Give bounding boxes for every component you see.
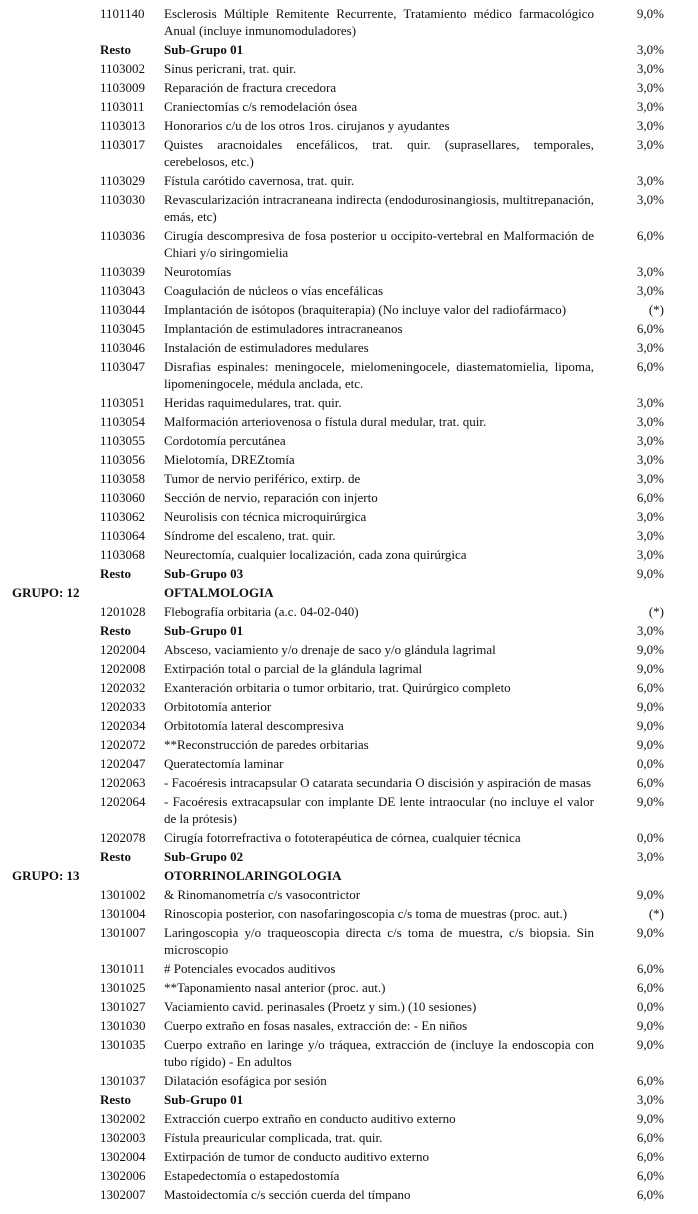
group-header-row — [0, 584, 698, 601]
procedure-code: Resto — [100, 42, 132, 57]
procedure-description: Instalación de estimuladores medulares — [164, 340, 369, 355]
subgroup-row — [0, 565, 698, 582]
table-row — [0, 1110, 698, 1127]
table-row — [0, 641, 698, 658]
procedure-code: 1202004 — [100, 642, 146, 657]
procedure-description: Queratectomía laminar — [164, 756, 284, 771]
procedure-percentage: 3,0% — [636, 528, 664, 543]
procedure-percentage: 9,0% — [636, 1111, 664, 1126]
procedure-description: Neurectomía, cualquier localización, cada zona quirúrgica — [164, 547, 467, 562]
procedure-code: 1301007 — [100, 925, 146, 940]
subgroup-row — [0, 622, 698, 639]
procedure-description: Reparación de fractura crecedora — [164, 80, 337, 95]
procedure-code: 1301037 — [100, 1073, 146, 1088]
table-row — [0, 358, 698, 392]
procedure-description: **Reconstrucción de paredes orbitarias — [164, 737, 369, 752]
procedure-code: 1103036 — [100, 228, 146, 243]
procedure-percentage: 3,0% — [636, 340, 664, 355]
procedure-description: Neurotomías — [164, 264, 232, 279]
table-row — [0, 432, 698, 449]
procedure-description: Exanteración orbitaria o tumor orbitario, trat. Quirúrgico completo — [164, 680, 511, 695]
table-row — [0, 886, 698, 903]
group-header-row — [0, 867, 698, 884]
procedure-percentage: 0,0% — [636, 756, 664, 771]
procedure-percentage: 3,0% — [636, 118, 664, 133]
procedure-code: 1103058 — [100, 471, 146, 486]
procedure-code: 1103009 — [100, 80, 146, 95]
procedure-code: 1301027 — [100, 999, 146, 1014]
procedure-code: 1103011 — [100, 99, 145, 114]
procedure-code: 1103029 — [100, 173, 146, 188]
procedure-code: 1103064 — [100, 528, 146, 543]
procedure-percentage: 3,0% — [636, 471, 664, 486]
procedure-percentage: 9,0% — [636, 925, 664, 940]
procedure-description: Tumor de nervio periférico, extirp. de — [164, 471, 361, 486]
table-row — [0, 451, 698, 468]
procedure-code: Resto — [100, 623, 132, 638]
procedure-description: Extirpación de tumor de conducto auditivo externo — [164, 1149, 429, 1164]
table-row — [0, 905, 698, 922]
procedure-percentage: 3,0% — [636, 137, 664, 152]
procedure-description: Estapedectomía o estapedostomía — [164, 1168, 340, 1183]
table-row — [0, 717, 698, 734]
procedure-code: 1103044 — [100, 302, 146, 317]
table-row — [0, 117, 698, 134]
procedure-percentage: (*) — [648, 302, 664, 317]
procedure-percentage: 3,0% — [636, 42, 664, 57]
procedure-code: 1202047 — [100, 756, 146, 771]
group-label: GRUPO: 13 — [12, 868, 80, 883]
procedure-code: 1301004 — [100, 906, 146, 921]
procedure-percentage: 9,0% — [636, 661, 664, 676]
table-row — [0, 774, 698, 791]
procedure-percentage: 3,0% — [636, 509, 664, 524]
procedure-code: 1103013 — [100, 118, 146, 133]
table-row — [0, 136, 698, 170]
procedure-percentage: (*) — [648, 604, 664, 619]
table-row — [0, 508, 698, 525]
procedure-code: 1103060 — [100, 490, 146, 505]
table-row — [0, 172, 698, 189]
procedure-description: Cirugía descompresiva de fosa posterior u occipito-vertebral en Malformación de Chiari y/o siringomielia — [164, 228, 594, 260]
procedure-code: 1103068 — [100, 547, 146, 562]
procedure-description: Implantación de isótopos (braquiterapia) (No incluye valor del radiofármaco) — [164, 302, 567, 317]
subgroup-row — [0, 1091, 698, 1108]
procedure-description: Sub-Grupo 01 — [164, 623, 244, 638]
procedure-description: Malformación arteriovenosa o fístula dural medular, trat. quir. — [164, 414, 487, 429]
procedure-percentage: 0,0% — [636, 830, 664, 845]
table-row — [0, 470, 698, 487]
procedure-percentage: 3,0% — [636, 192, 664, 207]
procedure-percentage: 3,0% — [636, 547, 664, 562]
procedure-percentage: 6,0% — [636, 359, 664, 374]
procedure-description: Quistes aracnoidales encefálicos, trat. quir. (suprasellares, temporales, cerebelosos, etc.) — [164, 137, 594, 169]
procedure-description: Laringoscopia y/o traqueoscopia directa c/s toma de muestra, c/s biopsia. Sin microscopio — [164, 925, 594, 957]
procedure-percentage: 6,0% — [636, 1149, 664, 1164]
procedure-percentage: 3,0% — [636, 395, 664, 410]
table-row — [0, 413, 698, 430]
table-row — [0, 394, 698, 411]
procedure-percentage: 3,0% — [636, 849, 664, 864]
procedure-code: 1201028 — [100, 604, 146, 619]
procedure-description: Esclerosis Múltiple Remitente Recurrente, Tratamiento médico farmacológico Anual (incluye inmunomoduladores) — [164, 6, 594, 38]
table-row — [0, 546, 698, 563]
procedure-description: Cordotomía percutánea — [164, 433, 286, 448]
table-row — [0, 489, 698, 506]
subgroup-row — [0, 848, 698, 865]
table-row — [0, 282, 698, 299]
procedure-percentage: 0,0% — [636, 999, 664, 1014]
procedure-code: 1202033 — [100, 699, 146, 714]
procedure-code: 1103056 — [100, 452, 146, 467]
procedure-code: Resto — [100, 566, 132, 581]
table-row — [0, 1072, 698, 1089]
procedure-description: Heridas raquimedulares, trat. quir. — [164, 395, 342, 410]
table-row — [0, 660, 698, 677]
procedure-description: Mastoidectomía c/s sección cuerda del tímpano — [164, 1187, 411, 1202]
table-row — [0, 527, 698, 544]
procedure-description: & Rinomanometría c/s vasocontrictor — [164, 887, 361, 902]
procedure-code: 1302003 — [100, 1130, 146, 1145]
procedure-description: Dilatación esofágica por sesión — [164, 1073, 327, 1088]
procedure-description: Coagulación de núcleos o vías encefálicas — [164, 283, 384, 298]
procedure-description: Sub-Grupo 03 — [164, 566, 244, 581]
procedure-description: Implantación de estimuladores intracraneanos — [164, 321, 403, 336]
procedure-percentage: 6,0% — [636, 961, 664, 976]
procedure-code: 1301002 — [100, 887, 146, 902]
table-row — [0, 79, 698, 96]
table-row — [0, 829, 698, 846]
procedure-description: Craniectomías c/s remodelación ósea — [164, 99, 358, 114]
procedure-description: OFTALMOLOGIA — [164, 585, 274, 600]
procedure-percentage: 6,0% — [636, 321, 664, 336]
procedure-percentage: 3,0% — [636, 414, 664, 429]
procedure-code: 1202034 — [100, 718, 146, 733]
procedure-percentage: 6,0% — [636, 490, 664, 505]
procedure-percentage: 3,0% — [636, 283, 664, 298]
procedure-code: 1103046 — [100, 340, 146, 355]
procedure-percentage: 6,0% — [636, 1130, 664, 1145]
procedure-description: Sección de nervio, reparación con injerto — [164, 490, 378, 505]
procedure-code: 1103051 — [100, 395, 146, 410]
procedure-description: Vaciamiento cavid. perinasales (Proetz y sim.) (10 sesiones) — [164, 999, 477, 1014]
procedure-code: 1103043 — [100, 283, 146, 298]
table-row — [0, 301, 698, 318]
procedure-description: # Potenciales evocados auditivos — [164, 961, 336, 976]
table-row — [0, 60, 698, 77]
procedure-code: 1301035 — [100, 1037, 146, 1052]
procedure-percentage: 9,0% — [636, 6, 664, 21]
table-row — [0, 960, 698, 977]
table-row — [0, 320, 698, 337]
procedure-code: 1103054 — [100, 414, 146, 429]
procedure-percentage: (*) — [648, 906, 664, 921]
procedure-code: 1302002 — [100, 1111, 146, 1126]
procedure-code: 1302006 — [100, 1168, 146, 1183]
procedure-percentage: 3,0% — [636, 99, 664, 114]
table-row — [0, 679, 698, 696]
procedure-description: Fístula carótido cavernosa, trat. quir. — [164, 173, 355, 188]
table-row — [0, 98, 698, 115]
procedure-code: 1202032 — [100, 680, 146, 695]
procedure-percentage: 9,0% — [636, 718, 664, 733]
procedure-percentage: 9,0% — [636, 642, 664, 657]
procedure-code: 1301025 — [100, 980, 146, 995]
table-row — [0, 1167, 698, 1184]
table-row — [0, 924, 698, 958]
subgroup-row — [0, 41, 698, 58]
table-row — [0, 227, 698, 261]
procedure-percentage: 9,0% — [636, 1018, 664, 1033]
procedure-percentage: 9,0% — [636, 699, 664, 714]
table-row — [0, 191, 698, 225]
procedure-percentage: 3,0% — [636, 264, 664, 279]
procedure-percentage: 9,0% — [636, 794, 664, 809]
procedure-code: 1202072 — [100, 737, 146, 752]
procedure-code: 1202078 — [100, 830, 146, 845]
procedure-percentage: 6,0% — [636, 775, 664, 790]
table-row — [0, 263, 698, 280]
table-row — [0, 1017, 698, 1034]
table-row — [0, 5, 698, 39]
procedure-description: Cuerpo extraño en laringe y/o tráquea, extracción de (incluye la endoscopia con tubo rígido) - En adultos — [164, 1037, 594, 1069]
procedure-description: Extracción cuerpo extraño en conducto auditivo externo — [164, 1111, 456, 1126]
procedure-description: Disrafias espinales: meningocele, mielomeningocele, diastematomielia, lipoma, lipomeningocele, médula anclada, etc. — [164, 359, 594, 391]
procedure-description: Absceso, vaciamiento y/o drenaje de saco y/o glándula lagrimal — [164, 642, 496, 657]
procedure-code: 1103002 — [100, 61, 146, 76]
group-label: GRUPO: 12 — [12, 585, 80, 600]
procedure-description: **Taponamiento nasal anterior (proc. aut.) — [164, 980, 386, 995]
procedure-table — [0, 5, 698, 1205]
table-row — [0, 736, 698, 753]
table-row — [0, 793, 698, 827]
procedure-percentage: 3,0% — [636, 173, 664, 188]
procedure-description: Flebografía orbitaria (a.c. 04-02-040) — [164, 604, 359, 619]
procedure-description: Rinoscopia posterior, con nasofaringoscopia c/s toma de muestras (proc. aut.) — [164, 906, 568, 921]
procedure-code: 1103062 — [100, 509, 146, 524]
procedure-description: Orbitotomía anterior — [164, 699, 272, 714]
procedure-code: 1302007 — [100, 1187, 146, 1202]
procedure-description: Orbitotomía lateral descompresiva — [164, 718, 344, 733]
procedure-code: 1103017 — [100, 137, 146, 152]
procedure-percentage: 9,0% — [636, 1037, 664, 1052]
procedure-description: Cuerpo extraño en fosas nasales, extracción de: - En niños — [164, 1018, 468, 1033]
procedure-code: 1301030 — [100, 1018, 146, 1033]
procedure-percentage: 6,0% — [636, 980, 664, 995]
procedure-code: 1103047 — [100, 359, 146, 374]
procedure-percentage: 3,0% — [636, 433, 664, 448]
procedure-description: Cirugía fotorrefractiva o fototerapéutica de córnea, cualquier técnica — [164, 830, 521, 845]
procedure-description: - Facoéresis extracapsular con implante DE lente intraocular (no incluye el valor de la prótesis) — [164, 794, 594, 826]
procedure-description: Síndrome del escaleno, trat. quir. — [164, 528, 336, 543]
table-row — [0, 979, 698, 996]
table-row — [0, 1148, 698, 1165]
procedure-description: Sub-Grupo 01 — [164, 42, 244, 57]
procedure-percentage: 3,0% — [636, 623, 664, 638]
procedure-percentage: 6,0% — [636, 228, 664, 243]
procedure-description: Honorarios c/u de los otros 1ros. cirujanos y ayudantes — [164, 118, 450, 133]
procedure-percentage: 9,0% — [636, 566, 664, 581]
procedure-code: Resto — [100, 849, 132, 864]
procedure-description: Sinus pericrani, trat. quir. — [164, 61, 297, 76]
procedure-percentage: 6,0% — [636, 1168, 664, 1183]
table-row — [0, 998, 698, 1015]
procedure-code: 1202008 — [100, 661, 146, 676]
procedure-percentage: 6,0% — [636, 1187, 664, 1202]
procedure-description: Fístula preauricular complicada, trat. quir. — [164, 1130, 383, 1145]
procedure-code: 1202063 — [100, 775, 146, 790]
procedure-description: Mielotomía, DREZtomía — [164, 452, 295, 467]
table-row — [0, 603, 698, 620]
procedure-percentage: 6,0% — [636, 680, 664, 695]
table-row — [0, 1036, 698, 1070]
procedure-description: Revascularización intracraneana indirecta (endodurosinangiosis, multitrepanación, emás, etc) — [164, 192, 594, 224]
procedure-percentage: 6,0% — [636, 1073, 664, 1088]
procedure-code: 1302004 — [100, 1149, 146, 1164]
procedure-description: OTORRINOLARINGOLOGIA — [164, 868, 342, 883]
procedure-percentage: 3,0% — [636, 1092, 664, 1107]
procedure-code: 1103030 — [100, 192, 146, 207]
procedure-code: 1103039 — [100, 264, 146, 279]
procedure-percentage: 9,0% — [636, 887, 664, 902]
procedure-percentage: 3,0% — [636, 80, 664, 95]
procedure-code: 1301011 — [100, 961, 146, 976]
table-row — [0, 698, 698, 715]
table-row — [0, 339, 698, 356]
procedure-code: 1202064 — [100, 794, 146, 809]
procedure-description: - Facoéresis intracapsular O catarata secundaria O discisión y aspiración de masas — [164, 775, 592, 790]
procedure-code: 1103045 — [100, 321, 146, 336]
procedure-description: Sub-Grupo 02 — [164, 849, 244, 864]
procedure-code: Resto — [100, 1092, 132, 1107]
procedure-percentage: 3,0% — [636, 452, 664, 467]
table-row — [0, 755, 698, 772]
procedure-code: 1103055 — [100, 433, 146, 448]
procedure-description: Neurolisis con técnica microquirúrgica — [164, 509, 367, 524]
procedure-percentage: 9,0% — [636, 737, 664, 752]
table-row — [0, 1129, 698, 1146]
procedure-percentage: 3,0% — [636, 61, 664, 76]
procedure-description: Extirpación total o parcial de la glándula lagrimal — [164, 661, 423, 676]
procedure-code: 1101140 — [100, 6, 145, 21]
procedure-description: Sub-Grupo 01 — [164, 1092, 244, 1107]
table-row — [0, 1186, 698, 1203]
